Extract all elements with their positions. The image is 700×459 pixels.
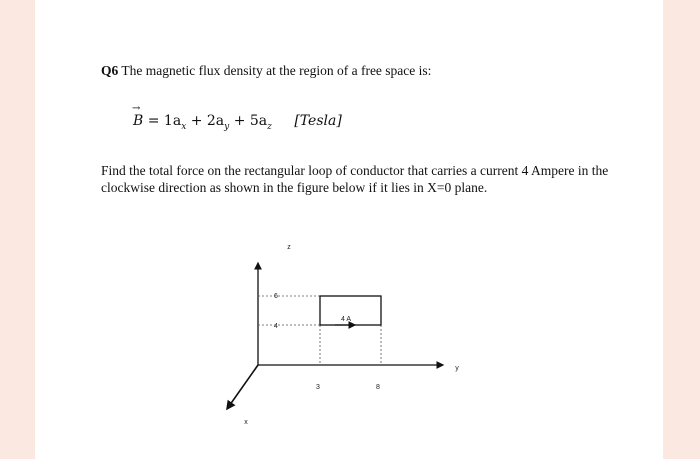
question-number: Q6 xyxy=(101,63,119,78)
current-label: 4 A xyxy=(340,316,352,323)
equation-term2-sub: y xyxy=(224,121,230,132)
axis-y-label: y xyxy=(455,365,459,372)
axis-x-label: x xyxy=(244,419,248,426)
equation-term3: + 5a xyxy=(229,113,268,129)
tick-y-8: 8 xyxy=(376,384,380,391)
vector-b-symbol: → B xyxy=(133,113,143,129)
x-axis xyxy=(227,365,258,409)
tick-y-3: 3 xyxy=(316,384,320,391)
flux-density-equation xyxy=(133,113,342,132)
tick-z-4: 4 xyxy=(274,323,278,330)
task-text: Find the total force on the rectangular loop of conductor that carries a current 4 Ampere in the clockwise direction as shown in the figure below if it lies in X=0 plane. xyxy=(101,163,609,195)
equation-unit: [Tesla] xyxy=(294,113,342,129)
loop-figure xyxy=(205,235,459,435)
equation-term1-sub: x xyxy=(181,121,187,132)
question-heading xyxy=(101,63,431,79)
tick-z-6: 6 xyxy=(274,293,278,300)
equation-term2: + 2a xyxy=(186,113,225,129)
equation-term1: = 1a xyxy=(147,113,182,129)
question-statement: The magnetic flux density at the region of a free space is: xyxy=(121,63,432,78)
axis-z-label: z xyxy=(287,244,291,251)
document-page xyxy=(35,0,663,459)
equation-term3-sub: z xyxy=(267,121,272,132)
